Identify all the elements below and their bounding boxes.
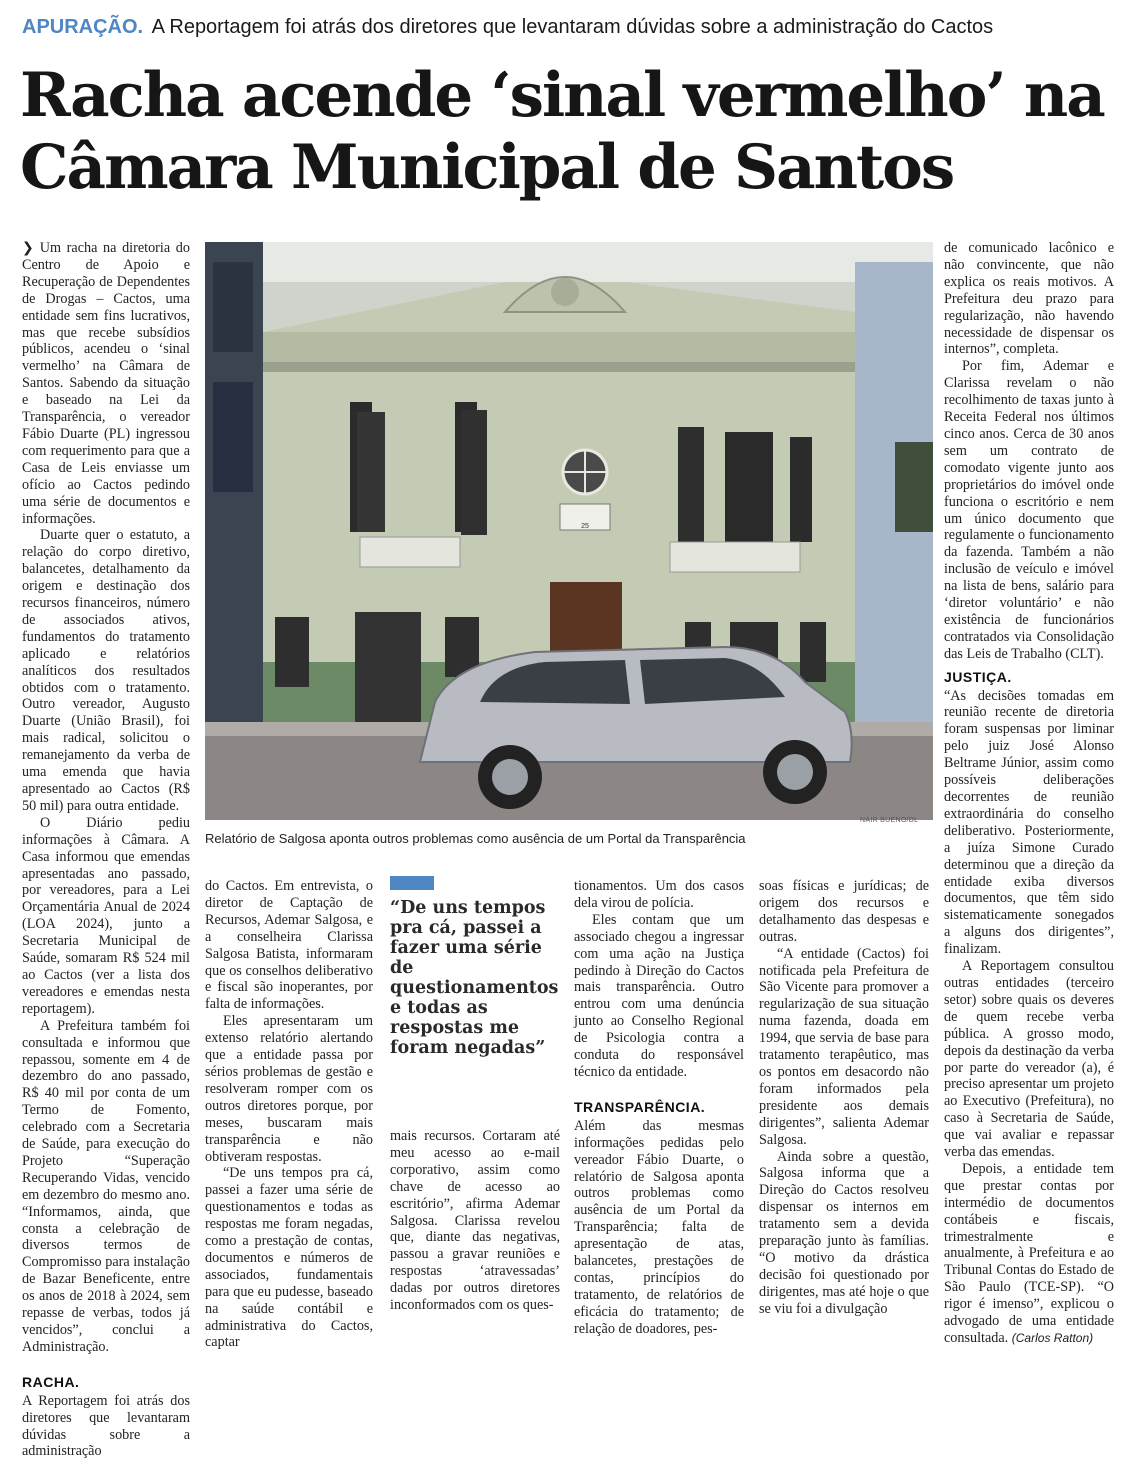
- article-column-2: [205, 878, 373, 1351]
- paragraph: Duarte quer o estatuto, a relação do corpo diretivo, balancetes, detalhamento da origem e destinação dos recursos financeiros, número de associados ativos, fundamentos do tratamento aplicado e relatórios analíticos dos resultados obtidos com o tratamento. Outro vereador, Augusto Duarte (União Brasil), foi mais radical, solicitou o remanejamento da verba de uma emenda que havia apresentado ao Cactos (R$ 50 mil) para outra entidade.: [22, 527, 190, 814]
- paragraph: tionamentos. Um dos casos dela virou de polícia.: [574, 878, 744, 911]
- paragraph: Eles apresentaram um extenso relatório alertando que a entidade passa por sérios problemas de gestão e resolveram romper com os outros diretores porque, por meses, buscaram mais transparência e não obtiveram respostas.: [205, 1013, 373, 1165]
- paragraph: O Diário pediu informações à Câmara. A Casa informou que emendas apresentadas ano passado, por vereadores, para a Lei Orçamentária Anual de 2024 (LOA 2024), junto a Secretaria Municipal de Saúde, somaram R$ 524 mil ao Cactos (ver a lista dos vereadores e emendas nesta reportagem).: [22, 814, 190, 1017]
- chevron-right-icon: ❯: [22, 240, 34, 256]
- subheading-justica: JUSTIÇA.: [944, 668, 1012, 685]
- paragraph: Além das mesmas informações pedidas pelo vereador Fábio Duarte, o relatório de Salgosa aponta outros problemas como ausência de um Portal da Transparência; falta de apresentação de atas, balancetes, prestações de contas, princípios do tratamento, de relatórios de eficácia do tratamento; de relação de doadores, pes-: [574, 1117, 744, 1337]
- paragraph: A Prefeitura também foi consultada e informou que repassou, somente em 4 de dezembro do ano passado, R$ 40 mil por conta de um Termo de Fomento, celebrado com a Secretaria de Saúde, para execução do Projeto “Superação Recuperando Vidas, vencido em dezembro do mesmo ano. “Informamos, ainda, que consta a celebração de diversos termos de Compromisso para instalação de Bazar Beneficente, entre os anos de 2018 à 2024, sem repasse de verbas, todos já vencidos”, conclui a Administração.: [22, 1017, 190, 1355]
- photo-credit: NAIR BUENO/DL: [860, 817, 919, 824]
- paragraph: Ainda sobre a questão, Salgosa informa que a Direção do Cactos resolveu dispensar os internos em tratamento sem a devida preparação junto às famílias. “O motivo da drástica decisão foi questionado por dirigentes, mas até hoje o que se viu foi a divulgação: [759, 1148, 929, 1317]
- building-photo: [205, 242, 933, 820]
- subheading-transparencia: TRANSPARÊNCIA.: [574, 1098, 706, 1115]
- paragraph: do Cactos. Em entrevista, o diretor de Captação de Recursos, Ademar Salgosa, e a conselheira Clarissa Salgosa Batista, informaram que os conselhos deliberativo e fiscal são inoperantes, por falta de informações.: [205, 878, 373, 1013]
- headline: Racha acende ‘sinal vermelho’ na Câmara Municipal de Santos: [20, 60, 1104, 203]
- building-number: 25: [581, 523, 589, 530]
- paragraph: “As decisões tomadas em reunião recente de diretoria foram suspensas por liminar pelo juiz José Alonso Beltrame Júnior, assim como possíveis deliberações decorrentes de reunião extraordinária do conselho deliberativo. Posteriormente, a juíza Simone Curado determinou que a direção da entidade exiba diversos documentos, que têm sido sistematicamente sonegados a alguns dos dirigentes”, finalizam.: [944, 687, 1114, 958]
- kicker-line: [22, 14, 1122, 40]
- paragraph: mais recursos. Cortaram até meu acesso ao e-mail corporativo, assim como chave de acesso ao escritório”, afirma Ademar Salgosa. Clarissa revelou que, diante das negativas, passou a gravar reuniões e respostas ‘atravessadas’ dadas por outros diretores inconformados com os ques-: [390, 1128, 560, 1314]
- paragraph: A Reportagem foi atrás dos diretores que levantaram dúvidas sobre a administração: [22, 1392, 190, 1460]
- photo-caption: Relatório de Salgosa aponta outros problemas como ausência de um Portal da Transparência: [205, 831, 746, 846]
- article-column-1: [22, 240, 190, 1460]
- paragraph: de comunicado lacônico e não convincente, que não explica os reais motivos. A Prefeitura deu prazo para regularização, não havendo necessidade de dispensar os internos”, completa.: [944, 240, 1114, 358]
- article-column-6: [944, 240, 1114, 1347]
- kicker-text: A Reportagem foi atrás dos diretores que levantaram dúvidas sobre a administração do Cactos: [151, 16, 994, 38]
- paragraph: Eles contam que um associado chegou a ingressar com uma ação na Justiça pedindo à Direção do Cactos mais transparência. Outro entrou com uma denúncia junto ao Conselho Regional de Psicologia contra a conduta do responsável técnico da entidade.: [574, 911, 744, 1080]
- pullquote-accent-bar: [390, 876, 434, 890]
- article-column-5: [759, 878, 929, 1318]
- author-credit: (Carlos Ratton): [1011, 1331, 1094, 1345]
- paragraph: Depois, a entidade tem que prestar contas por intermédio de documentos contábeis e fiscais, trimestralmente e anualmente, à Prefeitura e ao Tribunal Contas do Estado de São Paulo (TCE-SP). “O rigor é imenso”, explicou o advogado de uma entidade consultada. (Carlos Ratton): [944, 1160, 1114, 1346]
- kicker-tag: APURAÇÃO.: [22, 16, 144, 38]
- paragraph: ❯ Um racha na diretoria do Centro de Apoio e Recuperação de Dependentes de Drogas – Cactos, uma entidade sem fins lucrativos, mas que recebe subsídios públicos, acendeu o ‘sinal vermelho’ na Câmara de Santos. Sabendo da situação e baseado na Lei da Transparência, o vereador Fábio Duarte (PL) ingressou com requerimento para que a Casa de Leis enviasse um ofício ao Cactos pedindo uma série de documentos e informações.: [22, 240, 190, 527]
- article-column-3: [390, 1128, 560, 1314]
- article-photo: [205, 242, 933, 820]
- paragraph: Por fim, Ademar e Clarissa revelam o não recolhimento de taxas junto à Receita Federal nos últimos cinco anos. Cerca de 30 anos sem um contrato de comodato vigente junto aos proprietários do imóvel onde funciona o escritório e nem um único documento que regulamente o funcionamento da fazenda. Também a não inclusão de veículo e imóvel na lista de bens, salário para ‘diretor voluntário’ e não existência de funcionários contratados via Consolidação das Leis de Trabalho (CLT).: [944, 358, 1114, 662]
- subheading-racha: RACHA.: [22, 1373, 80, 1390]
- paragraph: soas físicas e jurídicas; de origem dos recursos e detalhamento das despesas e outras.: [759, 878, 929, 945]
- paragraph: “A entidade (Cactos) foi notificada pela Prefeitura de São Vicente para promover a regularização de sua situação numa fazenda, doada em 1994, que servia de base para tratamento terapêutico, mas os pontos em desacordo não foram informados pela presidente aos demais dirigentes”, salienta Ademar Salgosa.: [759, 945, 929, 1148]
- pullquote: “De uns tempos pra cá, passei a fazer uma série de questionamentos e todas as respostas me foram negadas”: [390, 898, 559, 1058]
- paragraph: “De uns tempos pra cá, passei a fazer uma série de questionamentos e todas as respostas me foram negadas, como a prestação de contas, documentos e números de associados, fundamentais para que eu pudesse, baseado na saúde contábil e administrativa do Cactos, captar: [205, 1165, 373, 1351]
- paragraph: A Reportagem consultou outras entidades (terceiro setor) sobre quais os deveres de quem recebe verba pública. A grosso modo, depois da destinação da verba por parte do vereador (a), é preciso apresentar um projeto ao Executivo (Prefeitura), no caso à Secretaria de Saúde, que vai avaliar e repassar verba das emendas.: [944, 958, 1114, 1161]
- article-column-4: [574, 878, 744, 1338]
